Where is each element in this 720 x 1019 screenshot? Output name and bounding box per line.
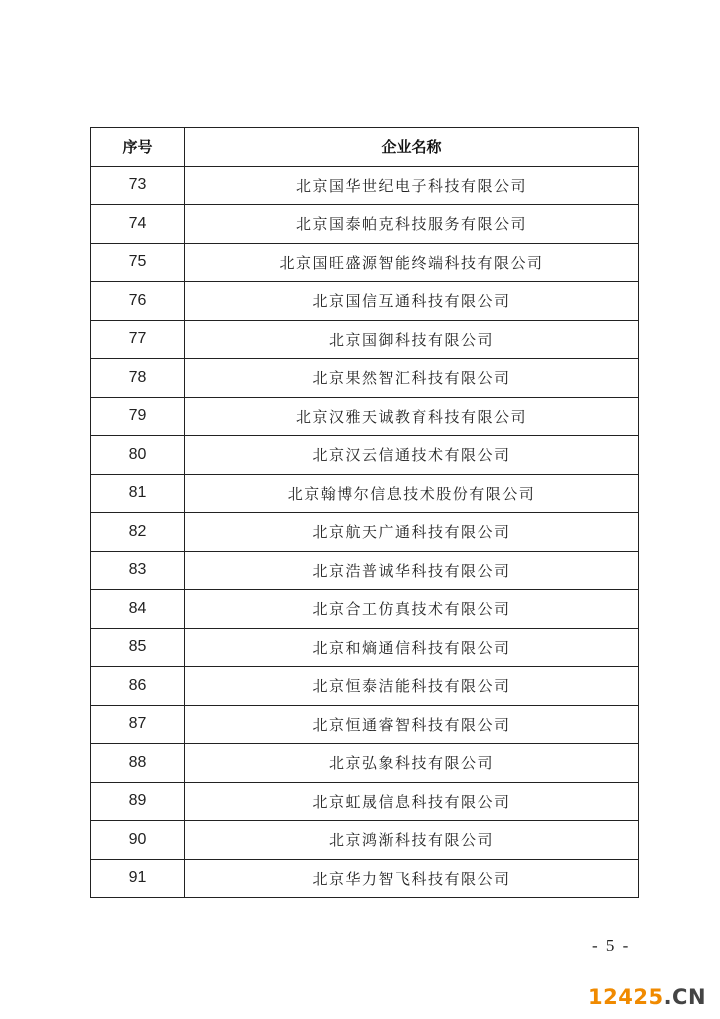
table-row <box>91 243 639 282</box>
enterprise-name-cell: 北京虹晟信息科技有限公司 <box>185 782 639 821</box>
serial-number-cell: 80 <box>91 436 185 475</box>
table-row <box>91 282 639 321</box>
serial-number-cell: 88 <box>91 744 185 783</box>
enterprise-name-cell: 北京汉雅天诚教育科技有限公司 <box>185 397 639 436</box>
enterprise-name-cell: 北京恒泰洁能科技有限公司 <box>185 667 639 706</box>
table-row <box>91 821 639 860</box>
serial-number-cell: 89 <box>91 782 185 821</box>
enterprise-name-cell: 北京国信互通科技有限公司 <box>185 282 639 321</box>
table-row <box>91 744 639 783</box>
enterprise-name-cell: 北京国泰帕克科技服务有限公司 <box>185 205 639 244</box>
table-row <box>91 474 639 513</box>
serial-number-cell: 74 <box>91 205 185 244</box>
watermark-number: 12425 <box>588 985 664 1009</box>
enterprise-name-cell: 北京合工仿真技术有限公司 <box>185 590 639 629</box>
serial-number-cell: 84 <box>91 590 185 629</box>
serial-number-cell: 81 <box>91 474 185 513</box>
table-row <box>91 782 639 821</box>
table-header-row <box>91 128 639 167</box>
table-row <box>91 667 639 706</box>
table-row <box>91 359 639 398</box>
header-serial-number: 序号 <box>91 128 185 167</box>
page-number: - 5 - <box>592 936 631 955</box>
table-row <box>91 705 639 744</box>
serial-number-cell: 79 <box>91 397 185 436</box>
enterprise-name-cell: 北京鸿渐科技有限公司 <box>185 821 639 860</box>
site-watermark-logo <box>588 985 706 1009</box>
enterprise-name-cell: 北京国御科技有限公司 <box>185 320 639 359</box>
serial-number-cell: 90 <box>91 821 185 860</box>
serial-number-cell: 91 <box>91 859 185 898</box>
serial-number-cell: 73 <box>91 166 185 205</box>
serial-number-cell: 77 <box>91 320 185 359</box>
serial-number-cell: 76 <box>91 282 185 321</box>
serial-number-cell: 75 <box>91 243 185 282</box>
enterprise-name-cell: 北京国华世纪电子科技有限公司 <box>185 166 639 205</box>
table-row <box>91 859 639 898</box>
table-row <box>91 513 639 552</box>
serial-number-cell: 85 <box>91 628 185 667</box>
enterprise-name-cell: 北京国旺盛源智能终端科技有限公司 <box>185 243 639 282</box>
enterprise-name-cell: 北京弘象科技有限公司 <box>185 744 639 783</box>
serial-number-cell: 83 <box>91 551 185 590</box>
enterprise-table <box>90 127 639 898</box>
serial-number-cell: 78 <box>91 359 185 398</box>
table-row <box>91 628 639 667</box>
serial-number-cell: 86 <box>91 667 185 706</box>
enterprise-name-cell: 北京汉云信通技术有限公司 <box>185 436 639 475</box>
enterprise-name-cell: 北京果然智汇科技有限公司 <box>185 359 639 398</box>
table-row <box>91 320 639 359</box>
table-row <box>91 590 639 629</box>
table-body <box>91 166 639 898</box>
enterprise-name-cell: 北京浩普诚华科技有限公司 <box>185 551 639 590</box>
table-row <box>91 436 639 475</box>
table-row <box>91 397 639 436</box>
table-row <box>91 205 639 244</box>
serial-number-cell: 87 <box>91 705 185 744</box>
enterprise-name-cell: 北京翰博尔信息技术股份有限公司 <box>185 474 639 513</box>
enterprise-name-cell: 北京恒通睿智科技有限公司 <box>185 705 639 744</box>
header-enterprise-name: 企业名称 <box>185 128 639 167</box>
serial-number-cell: 82 <box>91 513 185 552</box>
table-row <box>91 166 639 205</box>
enterprise-name-cell: 北京航天广通科技有限公司 <box>185 513 639 552</box>
enterprise-name-cell: 北京华力智飞科技有限公司 <box>185 859 639 898</box>
enterprise-name-cell: 北京和熵通信科技有限公司 <box>185 628 639 667</box>
table-row <box>91 551 639 590</box>
watermark-tld: .CN <box>663 985 707 1009</box>
